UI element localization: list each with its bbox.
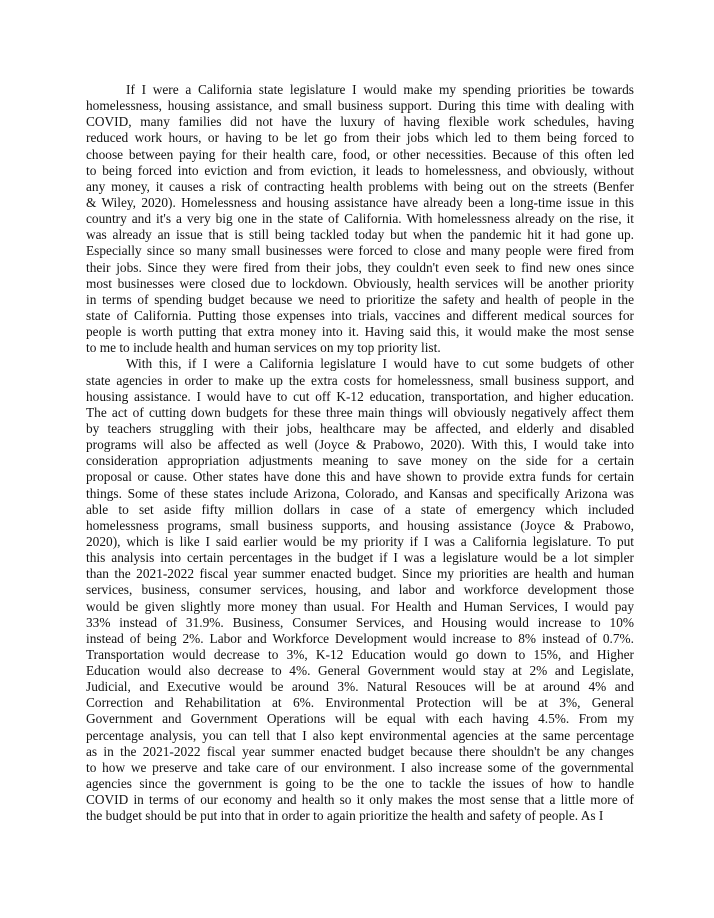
text-line: proposal or cause. Other states have done this and have shown to provide extra funds for certain bbox=[86, 469, 634, 485]
text-line: to me to include health and human services on my top priority list. bbox=[86, 340, 441, 356]
text-line: Judicial, and Executive would be around 3%. Natural Resouces will be at around 4% and bbox=[86, 679, 634, 695]
text-line: would be given slightly more money than usual. For Health and Human Services, I would pay bbox=[86, 598, 634, 614]
text-line: If I were a California state legislature I would make my spending priorities be towards bbox=[126, 82, 634, 97]
text-line: things. Some of these states include Arizona, Colorado, and Kansas and specifically Arizona was bbox=[86, 485, 634, 501]
text-line: COVID in terms of our economy and health so it only makes the most sense that a little more of bbox=[86, 792, 634, 808]
text-line: Especially since so many small businesses were forced to close and many people were fired from bbox=[86, 243, 634, 259]
text-line: state of California. Putting those expenses into trials, vaccines and different medical sources for bbox=[86, 307, 634, 323]
text-line: Government and Government Operations will be equal with each having 4.5%. From my bbox=[86, 711, 634, 727]
text-line: by teachers struggling with their jobs, healthcare may be affected, and elderly and disabled bbox=[86, 420, 634, 436]
text-line: their jobs. Since they were fired from their jobs, they couldn't even seek to find new ones since bbox=[86, 259, 634, 275]
paragraph-1 bbox=[86, 82, 634, 356]
text-line: homelessness, housing assistance, and small business support. During this time with dealing with bbox=[86, 98, 634, 114]
text-line: state agencies in order to make up the extra costs for homelessness, small business support, and bbox=[86, 372, 634, 388]
text-line: The act of cutting down budgets for these three main things will obviously negatively affect them bbox=[86, 404, 634, 420]
text-line: 33% instead of 31.9%. Business, Consumer Services, and Housing would increase to 10% bbox=[86, 614, 634, 630]
text-line: choose between paying for their health care, food, or other necessities. Because of this often led bbox=[86, 146, 634, 162]
text-line: the budget should be put into that in order to again prioritize the health and safety of people. As I bbox=[86, 808, 604, 824]
text-line: 2020), which is like I said earlier would be my priority if I was a California legislature. To put bbox=[86, 533, 634, 549]
text-line: to being forced into eviction and from eviction, it leads to homelessness, and obviously, without bbox=[86, 162, 634, 178]
text-line: people is worth putting that extra money into it. Having said this, it would make the most sense bbox=[86, 324, 634, 340]
text-line: this analysis into certain percentages in the budget if I was a legislature would be a lot simpler bbox=[86, 550, 634, 566]
text-line: services, business, consumer services, housing, and labor and workforce development those bbox=[86, 582, 634, 598]
text-line: housing assistance. I would have to cut off K-12 education, transportation, and higher education. bbox=[86, 388, 634, 404]
text-line: consideration appropriation adjustments meaning to save money on the side for a certain bbox=[86, 453, 634, 469]
text-line: percentage analysis, you can tell that I also kept environmental agencies at the same percentage bbox=[86, 727, 634, 743]
text-line: programs will also be affected as well (Joyce & Prabowo, 2020). With this, I would take into bbox=[86, 437, 634, 453]
text-line: reduced work hours, or having to be let go from their jobs which led to them being forced to bbox=[86, 130, 634, 146]
text-line: Transportation would decrease to 3%, K-12 Education would go down to 15%, and Higher bbox=[86, 646, 634, 662]
text-line: agencies since the government is going to be the one to tackle the issues of how to handle bbox=[86, 776, 634, 792]
text-line: able to set aside fifty million dollars in case of a state of emergency which included bbox=[86, 501, 634, 517]
text-line: was already an issue that is still being tackled today but when the pandemic hit it had gone up. bbox=[86, 227, 634, 243]
text-line: to how we preserve and take care of our environment. I also increase some of the governmental bbox=[86, 759, 634, 775]
text-line: Correction and Rehabilitation at 6%. Environmental Protection will be at 3%, General bbox=[86, 695, 634, 711]
document-body bbox=[86, 82, 634, 824]
text-line: Education would also decrease to 4%. General Government would stay at 2% and Legislate, bbox=[86, 663, 634, 679]
text-line: & Wiley, 2020). Homelessness and housing assistance have already been a long-time issue in this bbox=[86, 194, 634, 210]
text-line: as in the 2021-2022 fiscal year summer enacted budget because there shouldn't be any changes bbox=[86, 743, 634, 759]
text-line: any money, it causes a risk of contracting health problems with being out on the streets (Benfer bbox=[86, 178, 634, 194]
text-line: than the 2021-2022 fiscal year summer enacted budget. Since my priorities are health and human bbox=[86, 566, 634, 582]
text-line: in terms of spending budget because we need to prioritize the safety and health of people in the bbox=[86, 291, 634, 307]
paragraph-2 bbox=[86, 356, 634, 824]
text-line: With this, if I were a California legislature I would have to cut some budgets of other bbox=[126, 356, 634, 372]
text-line: country and it's a very big one in the state of California. With homelessness already on the rise, it bbox=[86, 211, 634, 227]
text-line: most businesses were closed due to lockdown. Obviously, health services will be another priority bbox=[86, 275, 634, 291]
text-line: homelessness programs, small business supports, and housing assistance (Joyce & Prabowo, bbox=[86, 517, 634, 533]
text-line: instead of being 2%. Labor and Workforce Development would increase to 8% instead of 0.7%. bbox=[86, 630, 634, 646]
text-line: COVID, many families did not have the luxury of having flexible work schedules, having bbox=[86, 114, 634, 130]
